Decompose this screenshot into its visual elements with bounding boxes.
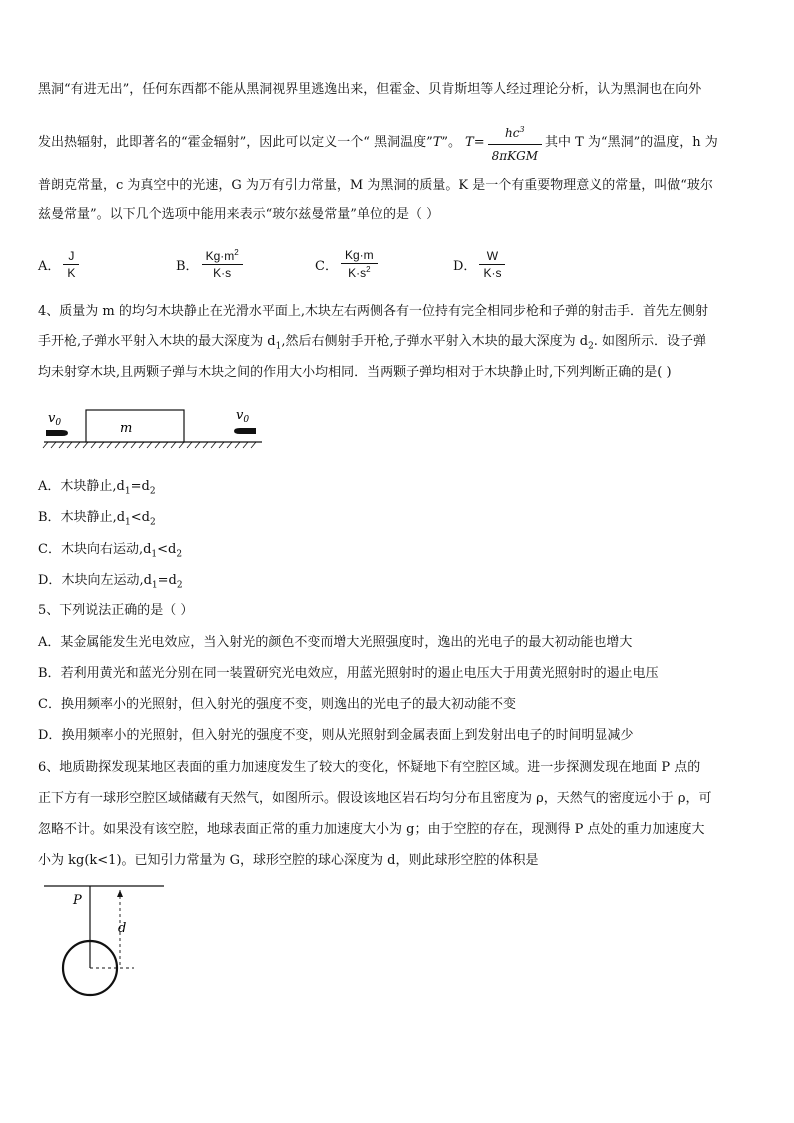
option-text: 若利用黄光和蓝光分别在同一装置研究光电效应，用蓝光照射时的遏止电压大于用黄光照射时的遏止电压 <box>60 666 659 681</box>
q3-option-c[interactable] <box>315 242 381 286</box>
unit-exponent: 2 <box>366 265 371 274</box>
right-bullet-icon <box>234 428 256 434</box>
formula-exponent: 3 <box>519 125 525 134</box>
unit-fraction <box>479 249 505 280</box>
option-text: 换用频率小的光照射，但入射光的强度不变，则逸出的光电子的最大初动能不变 <box>60 697 516 712</box>
q3-options <box>38 242 558 286</box>
option-letter: A． <box>38 479 61 494</box>
q3-option-b[interactable] <box>176 242 246 286</box>
unit-denominator: K <box>67 265 76 280</box>
point-p-label: P <box>73 893 82 908</box>
formula-denominator: 8πKGM <box>488 144 542 166</box>
option-text: 换用频率小的光照射，但入射光的强度不变，则从光照射到金属表面上到发射出电子的时间明显减少 <box>61 728 634 743</box>
option-letter: C． <box>315 258 338 274</box>
subscript: 2 <box>149 517 156 528</box>
q4-stem-line-3: 均未射穿木块,且两颗子弹与木块之间的作用大小均相同．当两颗子弹均相对于木块静止时,下列判断正确的是( ) <box>38 365 672 380</box>
t-equals: T= <box>465 135 485 150</box>
block-bullets-figure <box>40 400 270 456</box>
option-letter: D． <box>38 728 62 743</box>
option-letter: A． <box>38 258 61 274</box>
option-text: =d <box>130 479 150 494</box>
q6-stem-line-2: 正下方有一球形空腔区域储藏有天然气，如图所示。假设该地区岩石均匀分布且密度为 ρ，天然气的密度远小于 ρ，可 <box>38 791 712 806</box>
q3-option-a[interactable] <box>38 242 82 286</box>
q4-option-d[interactable] <box>38 571 756 596</box>
q3-option-d[interactable] <box>453 242 508 286</box>
option-text: <d <box>130 510 150 525</box>
option-letter: D． <box>453 258 477 274</box>
q4-text: ,然后右侧射手开枪,子弹水平射入木块的最大深度为 d <box>281 334 589 349</box>
depth-d-label: d <box>118 921 127 936</box>
option-text: =d <box>157 573 177 588</box>
q6-stem-line-4: 小为 kg(k<1)。已知引力常量为 G，球形空腔的球心深度为 d，则此球形空腔的体积是 <box>38 853 539 868</box>
block-mass-label: m <box>120 421 133 436</box>
subscript: 1 <box>151 580 158 591</box>
option-text: 木块静止,d <box>60 510 126 525</box>
q5-option-b[interactable] <box>38 664 756 684</box>
option-text: <d <box>157 542 177 557</box>
q5-option-d[interactable] <box>38 726 756 746</box>
q4-option-c[interactable] <box>38 540 756 565</box>
subscript: 1 <box>151 549 158 560</box>
hawking-temperature-formula <box>488 120 542 166</box>
subscript: 2 <box>176 549 183 560</box>
unit-fraction <box>202 248 243 280</box>
q6-stem-line-3: 忽略不计。如果没有该空腔，地球表面正常的重力加速度大小为 g；由于空腔的存在，现测得 P 点处的重力加速度大 <box>38 822 705 837</box>
right-velocity-label: $v_0$ <box>236 408 250 425</box>
left-velocity-label: $v_0$ <box>48 411 62 428</box>
wooden-block <box>86 410 184 442</box>
option-letter: B． <box>38 666 61 681</box>
option-text: 木块静止,d <box>60 479 125 494</box>
subscript: 2 <box>176 580 183 591</box>
q4-stem-line-2 <box>38 332 756 357</box>
option-letter: B． <box>38 510 61 525</box>
unit-numerator: Kg·m <box>344 248 374 262</box>
q3-stem-text: 发出热辐射，此即著名的“霍金辐射”，因此可以定义一个“ 黑洞温度” <box>38 135 433 150</box>
unit-fraction <box>341 248 378 280</box>
subscript: 1 <box>275 341 282 352</box>
q4-stem-line-1: 4、质量为 m 的均匀木块静止在光滑水平面上,木块左右两侧各有一位持有完全相同步枪和子弹的射击手．首先左侧射 <box>38 304 708 319</box>
option-letter: B． <box>176 258 199 274</box>
q4-option-a[interactable] <box>38 477 756 502</box>
subscript: 2 <box>588 341 594 352</box>
q5-stem: 5、下列说法正确的是（ ） <box>38 603 194 618</box>
option-letter: C． <box>38 697 61 712</box>
t-symbol: T <box>432 135 442 150</box>
subscript: 1 <box>124 486 131 497</box>
q3-stem-punct: ”。 <box>441 135 462 150</box>
q3-stem-line-1: 黑洞“有进无出”，任何东西都不能从黑洞视界里逃逸出来，但霍金、贝肯斯坦等人经过理论分析，认为黑洞也在向外 <box>38 82 702 97</box>
subscript: 2 <box>149 486 156 497</box>
option-text: 木块向左运动,d <box>61 573 152 588</box>
unit-numerator: J <box>68 248 75 263</box>
cavity-figure <box>40 880 170 1005</box>
q5-option-c[interactable] <box>38 695 756 715</box>
subscript: 1 <box>125 517 131 528</box>
q3-stem-text-post: 其中 T 为“黑洞”的温度，h 为 <box>544 135 718 150</box>
option-letter: D． <box>38 573 62 588</box>
q6-stem-line-1: 6、地质勘探发现某地区表面的重力加速度发生了较大的变化，怀疑地下有空腔区域。进一步探测发现在地面 P 点的 <box>38 760 701 775</box>
q3-stem-line-3: 普朗克常量，c 为真空中的光速，G 为万有引力常量，M 为黑洞的质量。K 是一个有重要物理意义的常量，叫做“玻尔 <box>38 178 713 193</box>
option-letter: C． <box>38 542 61 557</box>
unit-denominator: K·s <box>348 266 367 280</box>
q4-text: . 如图所示．设子弹 <box>593 334 707 349</box>
q5-option-a[interactable] <box>38 633 756 653</box>
q4-option-b[interactable] <box>38 508 756 533</box>
unit-numerator: W <box>486 248 499 263</box>
left-bullet-icon <box>46 430 68 436</box>
q3-stem-line-4: 兹曼常量”。以下几个选项中能用来表示“玻尔兹曼常量”单位的是（ ） <box>38 207 440 222</box>
depth-arrow-icon <box>117 890 123 897</box>
ground-hatching <box>43 442 256 448</box>
unit-denominator: K·s <box>213 266 232 280</box>
option-letter: A． <box>38 635 61 650</box>
unit-fraction <box>63 249 79 280</box>
formula-numerator: hc <box>505 126 520 140</box>
unit-numerator: Kg·m <box>205 249 235 263</box>
q3-stem-line-2 <box>38 123 756 163</box>
option-text: 木块向右运动,d <box>60 542 152 557</box>
q4-text: 手开枪,子弹水平射入木块的最大深度为 d <box>38 334 276 349</box>
unit-denominator: K·s <box>483 265 502 280</box>
unit-exponent: 2 <box>234 248 239 257</box>
option-text: 某金属能发生光电效应，当入射光的颜色不变而增大光照强度时，逸出的光电子的最大初动能也增大 <box>60 635 633 650</box>
